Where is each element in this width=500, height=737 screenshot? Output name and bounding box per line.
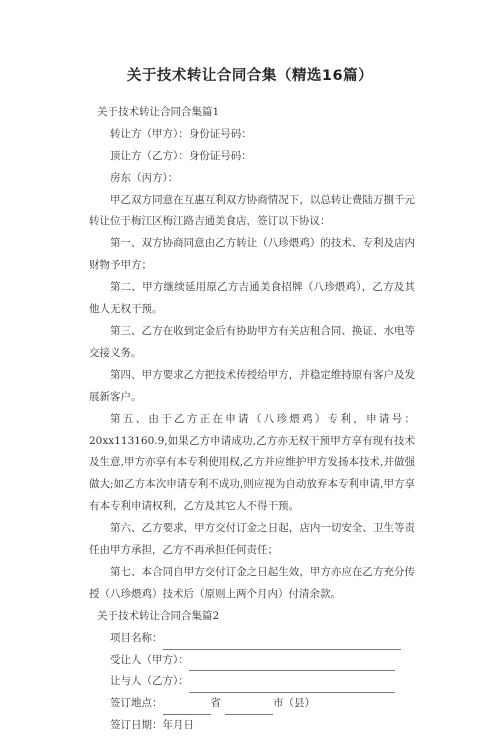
province-blank xyxy=(163,699,211,715)
clause-4: 第四、甲方要求乙方把技术传授给甲方，并稳定维持原有客户及发展新客户。 xyxy=(89,368,415,403)
section-heading: 关于技术转让合同合集篇1 xyxy=(97,106,220,118)
city-blank xyxy=(225,699,273,715)
assignor-label: 让与人（乙方）： xyxy=(110,675,189,688)
project-name-row xyxy=(89,628,415,650)
signing-date: 签订日期：年月日 xyxy=(110,719,194,732)
assignee-row xyxy=(89,650,415,672)
assignor-row xyxy=(89,671,415,693)
clause-1: 第一、双方协商同意由乙方转让（八珍煨鸡）的技术、专利及店内财物予甲方； xyxy=(89,237,415,272)
assignee-label: 受让人（甲方）： xyxy=(110,653,189,666)
assignee-blank xyxy=(189,655,395,671)
signing-place-label: 签订地点： xyxy=(110,697,163,710)
project-name-blank xyxy=(163,634,401,650)
section-heading: 关于技术转让合同合集篇2 xyxy=(97,609,220,622)
assignor-blank xyxy=(189,677,395,693)
city-suffix: 市（县） xyxy=(273,697,315,710)
signing-place-row xyxy=(89,693,415,715)
party-transferee: 顶让方（乙方）：身份证号码： xyxy=(110,149,252,162)
party-landlord: 房东（丙方）： xyxy=(110,171,179,184)
clause-7: 第七、本合同自甲方交付订金之日起生效，甲方亦应在乙方充分传授（八珍煨鸡）技术后（原则上两个月内）付清余款。 xyxy=(89,565,415,600)
clause-5: 第五、由于乙方正在申请（八珍煨鸡）专利，申请号：20xx113160.9,如果乙方申请成功,乙方亦无权干预甲方享有现有技术及生意,甲方亦享有本专利使用权,乙方并应维护甲方发扬本技术,并做强做大;如乙方本次申请专利不成功,则应视为自动放弃本专利申请,甲方享有本专利申请权利，乙方及其它人不得干预。 xyxy=(89,412,415,513)
project-name-label: 项目名称： xyxy=(110,631,163,644)
document-title: 关于技术转让合同合集（精选16篇） xyxy=(126,68,374,84)
clause-2: 第二、甲方继续延用原乙方吉通美食招牌（八珍煨鸡），乙方及其他人无权干预。 xyxy=(89,281,415,316)
document-body xyxy=(89,102,415,737)
clause-6: 第六、乙方要求，甲方交付订金之日起，店内一切安全、卫生等责任由甲方承担，乙方不再承担任何责任； xyxy=(89,522,415,557)
party-transferor: 转让方（甲方）：身份证号码： xyxy=(110,127,252,140)
clause-3: 第三、乙方在收到定金后有协助甲方有关店租合同、换证、水电等交接义务。 xyxy=(89,325,415,359)
province-suffix: 省 xyxy=(210,697,221,710)
intro-paragraph: 甲乙双方同意在互惠互利双方协商情况下，以总转让费陆万捌千元转让位于梅江区梅江路吉通美食店，签订以下协议： xyxy=(89,193,415,228)
